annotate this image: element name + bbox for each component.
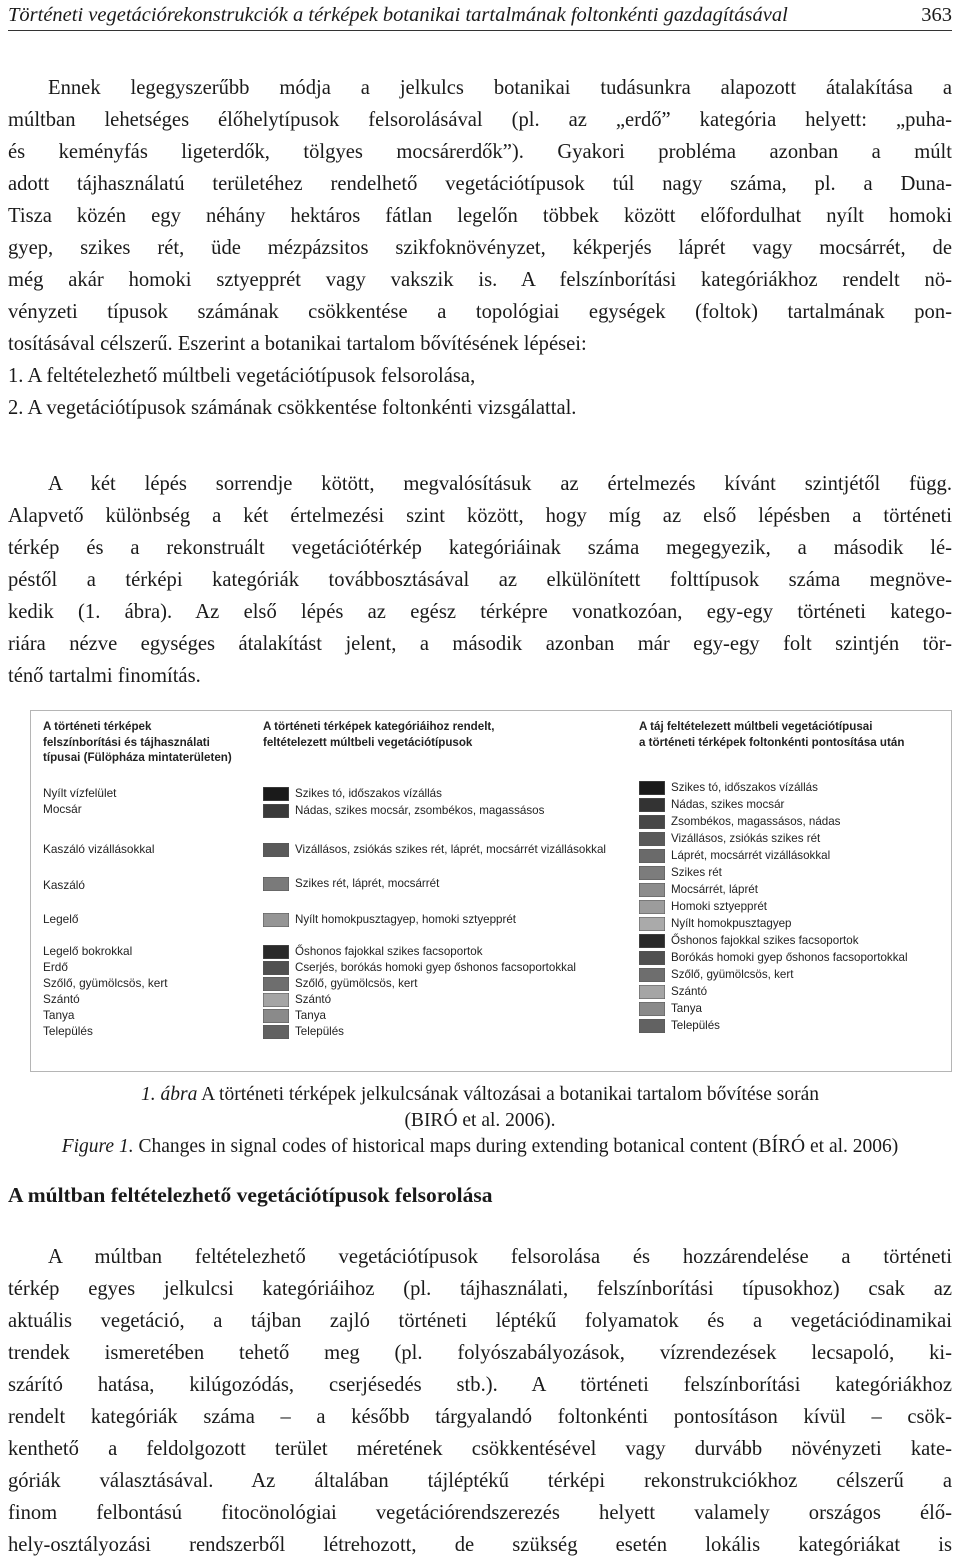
section-heading: A múltban feltételezhető vegetációtípusok felsorolása bbox=[8, 1183, 493, 1207]
legend-swatch bbox=[639, 832, 665, 846]
legend-label: Homoki sztyepprét bbox=[671, 900, 768, 913]
category-label: Szőlő, gyümölcsös, kert bbox=[43, 976, 168, 990]
text-line: A múltban feltételezhető vegetációtípusok felsorolása és hozzárendelése a történeti bbox=[48, 1246, 952, 1268]
text-line: rendelt kategóriák száma – a később tárgyalandó foltonkénti pontosításon kívül – csök- bbox=[8, 1406, 952, 1428]
legend-label: Szőlő, gyümölcsös, kert bbox=[295, 977, 418, 990]
text-line: finom felbontású fitocönológiai vegetációrendszerezés helyett valamely országos élő- bbox=[8, 1502, 952, 1524]
legend-swatch bbox=[639, 1002, 665, 1016]
legend-label: Nyílt homokpusztagyep, homoki sztyepprét bbox=[295, 913, 517, 926]
legend-swatch bbox=[639, 1019, 665, 1033]
category-label: Nyílt vízfelület bbox=[43, 786, 117, 800]
text-line: még akár homoki sztyepprét vagy vakszik is. A felszínborítási kategóriákhoz rendelt nö- bbox=[8, 269, 952, 291]
legend-label: Település bbox=[295, 1025, 344, 1038]
text-line: Tisza közén egy néhány hektáros fátlan legelőn többek között előfordulhat nyílt homoki bbox=[8, 205, 952, 227]
legend-label: Zsombékos, magassásos, nádas bbox=[671, 815, 841, 828]
legend-label: Mocsárrét, láprét bbox=[671, 883, 758, 896]
text-line: A két lépés sorrendje kötött, megvalósításuk az értelmezés kívánt szintjétől függ. bbox=[48, 473, 952, 495]
legend-label: Láprét, mocsárrét vizállásokkal bbox=[671, 849, 831, 862]
legend-swatch bbox=[263, 843, 289, 857]
legend-swatch bbox=[263, 977, 289, 991]
column-2-header: A történeti térképek kategóriáihoz rendelt, feltételezett múltbeli vegetációtípusok bbox=[263, 720, 495, 749]
legend-swatch bbox=[263, 804, 289, 818]
text-line: kenthető a feldolgozott terület méretének csökkentésével vagy durvább növényzeti kate- bbox=[8, 1438, 952, 1460]
category-label: Szántó bbox=[43, 992, 80, 1006]
text-line: ténő tartalmi finomítás. bbox=[8, 665, 201, 687]
legend-swatch bbox=[639, 985, 665, 999]
caption-label-en: Figure 1. bbox=[61, 1136, 134, 1157]
category-label: Legelő bbox=[43, 912, 79, 926]
legend-swatch bbox=[263, 1009, 289, 1023]
paragraph-2 bbox=[8, 468, 952, 692]
legend-label: Szikes rét, láprét, mocsárrét bbox=[295, 877, 440, 890]
text-line: vényzeti típusok számának csökkentése a topológiai egységek (foltok) tartalmának pon- bbox=[8, 301, 952, 323]
figure-caption-en: Figure 1. Changes in signal codes of historical maps during extending botanical content (BÍRÓ et al. 2006) bbox=[61, 1136, 899, 1157]
text-line: kedik (1. ábra). Az első lépés az egész térképre vonatkozóan, egy-egy történeti katego- bbox=[8, 601, 952, 623]
legend-label: Cserjés, borókás homoki gyep őshonos facsoportokkal bbox=[295, 961, 576, 974]
category-label: Mocsár bbox=[43, 802, 82, 816]
text-line: riára nézve egységes átalakítást jelent, a második azonban már egy-egy folt szintjén tör- bbox=[8, 633, 952, 655]
text-line: adott tájhasználatú területéhez rendelhető vegetációtípusok túl nagy száma, pl. a Duna- bbox=[8, 173, 952, 195]
legend-swatch bbox=[263, 787, 289, 801]
legend-swatch bbox=[639, 849, 665, 863]
legend-swatch bbox=[639, 951, 665, 965]
legend-label: Őshonos fajokkal szikes facsoportok bbox=[295, 945, 483, 958]
running-head bbox=[8, 0, 952, 30]
legend-label: Tanya bbox=[671, 1002, 702, 1015]
text-line: térkép egyes jelkulcsi kategóriáihoz (pl. tájhasználati, felszínborítási típusokhoz) csak az bbox=[8, 1278, 952, 1300]
text-line: gyep, szikes rét, üde mézpázsitos szikfoknövényzet, kékperjés láprét vagy mocsárrét, de bbox=[8, 237, 952, 259]
text-line: péstől a térképi kategóriák továbbosztásával az elkülönített folttípusok száma megnöve- bbox=[8, 569, 952, 591]
legend-label: Vizállásos, zsiókás szikes rét bbox=[671, 832, 821, 845]
list-item: 1. A feltételezhető múltbeli vegetációtípusok felsorolása, bbox=[8, 365, 476, 387]
legend-label: Nyílt homokpusztagyep bbox=[671, 917, 792, 930]
legend-label: Nádas, szikes mocsár, zsombékos, magassásos bbox=[295, 804, 545, 817]
figure-caption-hu-citation: (BIRÓ et al. 2006). bbox=[404, 1110, 556, 1131]
header-rule bbox=[8, 30, 952, 31]
category-label: Erdő bbox=[43, 960, 68, 974]
legend-label: Nádas, szikes mocsár bbox=[671, 798, 785, 811]
legend-label: Tanya bbox=[295, 1009, 326, 1022]
category-label: Tanya bbox=[43, 1008, 75, 1022]
text-line: góriák választásával. Az általában tájléptékű térképi rekonstrukciókhoz célszerű a bbox=[8, 1470, 952, 1492]
column-3-header: A táj feltételezett múltbeli vegetációtípusai a történeti térképek foltonkénti pontosítása után bbox=[639, 720, 905, 749]
legend-swatch bbox=[639, 934, 665, 948]
legend-swatch bbox=[263, 913, 289, 927]
legend-label: Szikes tó, időszakos vízállás bbox=[295, 787, 442, 800]
text-line: tosításával célszerű. Eszerint a botanikai tartalom bővítésének lépései: bbox=[8, 333, 587, 355]
category-label: Település bbox=[43, 1024, 93, 1038]
legend-swatch bbox=[639, 883, 665, 897]
legend-label: Település bbox=[671, 1019, 720, 1032]
legend-swatch bbox=[639, 781, 665, 795]
legend-swatch bbox=[639, 798, 665, 812]
legend-label: Szántó bbox=[671, 985, 708, 998]
figure-1-legend-diagram bbox=[30, 710, 952, 1072]
legend-swatch bbox=[263, 1025, 289, 1039]
category-label: Legelő bokrokkal bbox=[43, 944, 133, 958]
legend-swatch bbox=[263, 961, 289, 975]
legend-label: Szántó bbox=[295, 993, 332, 1006]
legend-swatch bbox=[639, 900, 665, 914]
paragraph-3 bbox=[8, 1241, 952, 1561]
text-line: hely-osztályozási rendszerből létrehozott, de szükség esetén lokális kategóriákat is bbox=[8, 1534, 952, 1556]
category-label: Kaszáló bbox=[43, 878, 85, 892]
legend-label: Vizállásos, zsiókás szikes rét, láprét, mocsárrét vizállásokkal bbox=[295, 843, 606, 856]
legend-label: Szikes rét bbox=[671, 866, 722, 879]
legend-swatch bbox=[639, 866, 665, 880]
legend-label: Szikes tó, időszakos vízállás bbox=[671, 781, 818, 794]
text-line: és keményfás ligeterdők, tölgyes mocsárerdők”). Gyakori probléma azonban a múlt bbox=[8, 141, 952, 163]
legend-swatch bbox=[639, 968, 665, 982]
text-line: Ennek legegyszerűbb módja a jelkulcs botanikai tudásunkra alapozott átalakítása a bbox=[48, 77, 952, 99]
column-3-legend bbox=[639, 781, 939, 1066]
running-title: Történeti vegetációrekonstrukciók a térképek botanikai tartalmának foltonkénti gazdagításával bbox=[8, 4, 788, 26]
legend-label: Borókás homoki gyep őshonos facsoportokkal bbox=[671, 951, 908, 964]
text-line: trendek ismeretében tehető meg (pl. folyószabályozások, vízrendezések lecsapoló, ki- bbox=[8, 1342, 952, 1364]
category-label: Kaszáló vizállásokkal bbox=[43, 842, 155, 856]
text-line: Alapvető különbség a két értelmezési szint között, hogy míg az első lépésben a történeti bbox=[8, 505, 952, 527]
legend-label: Szőlő, gyümölcsös, kert bbox=[671, 968, 794, 981]
column-1-header: A történeti térképek felszínborítási és tájhasználati típusai (Fülöpháza mintaterületen) bbox=[43, 720, 232, 764]
paragraph-1 bbox=[8, 72, 952, 424]
caption-text: A történeti térképek jelkulcsának változásai a botanikai tartalom bővítése során bbox=[201, 1084, 819, 1105]
text-line: térkép és a rekonstruált vegetációtérkép kategóriáinak száma megegyezik, a második lé- bbox=[8, 537, 952, 559]
legend-swatch bbox=[639, 815, 665, 829]
legend-label: Őshonos fajokkal szikes facsoportok bbox=[671, 934, 859, 947]
caption-label: 1. ábra bbox=[141, 1084, 198, 1105]
text-line: aktuális vegetáció, a tájban zajló történeti léptékű folyamatok és a vegetációdinamikai bbox=[8, 1310, 952, 1332]
text-line: szárító hatása, kilúgozódás, cserjésedés stb.). A történeti felszínborítási kategóriákhoz bbox=[8, 1374, 952, 1396]
column-2-legend bbox=[263, 787, 633, 1067]
legend-swatch bbox=[639, 917, 665, 931]
column-1-categories bbox=[43, 785, 253, 1065]
legend-swatch bbox=[263, 993, 289, 1007]
page-number: 363 bbox=[921, 4, 952, 26]
list-item: 2. A vegetációtípusok számának csökkentése foltonkénti vizsgálattal. bbox=[8, 397, 577, 419]
legend-swatch bbox=[263, 877, 289, 891]
text-line: múltban lehetséges élőhelytípusok felsorolásával (pl. az „erdő” kategória helyett: „puha- bbox=[8, 109, 952, 131]
figure-caption-hu bbox=[8, 1083, 952, 1107]
legend-swatch bbox=[263, 945, 289, 959]
